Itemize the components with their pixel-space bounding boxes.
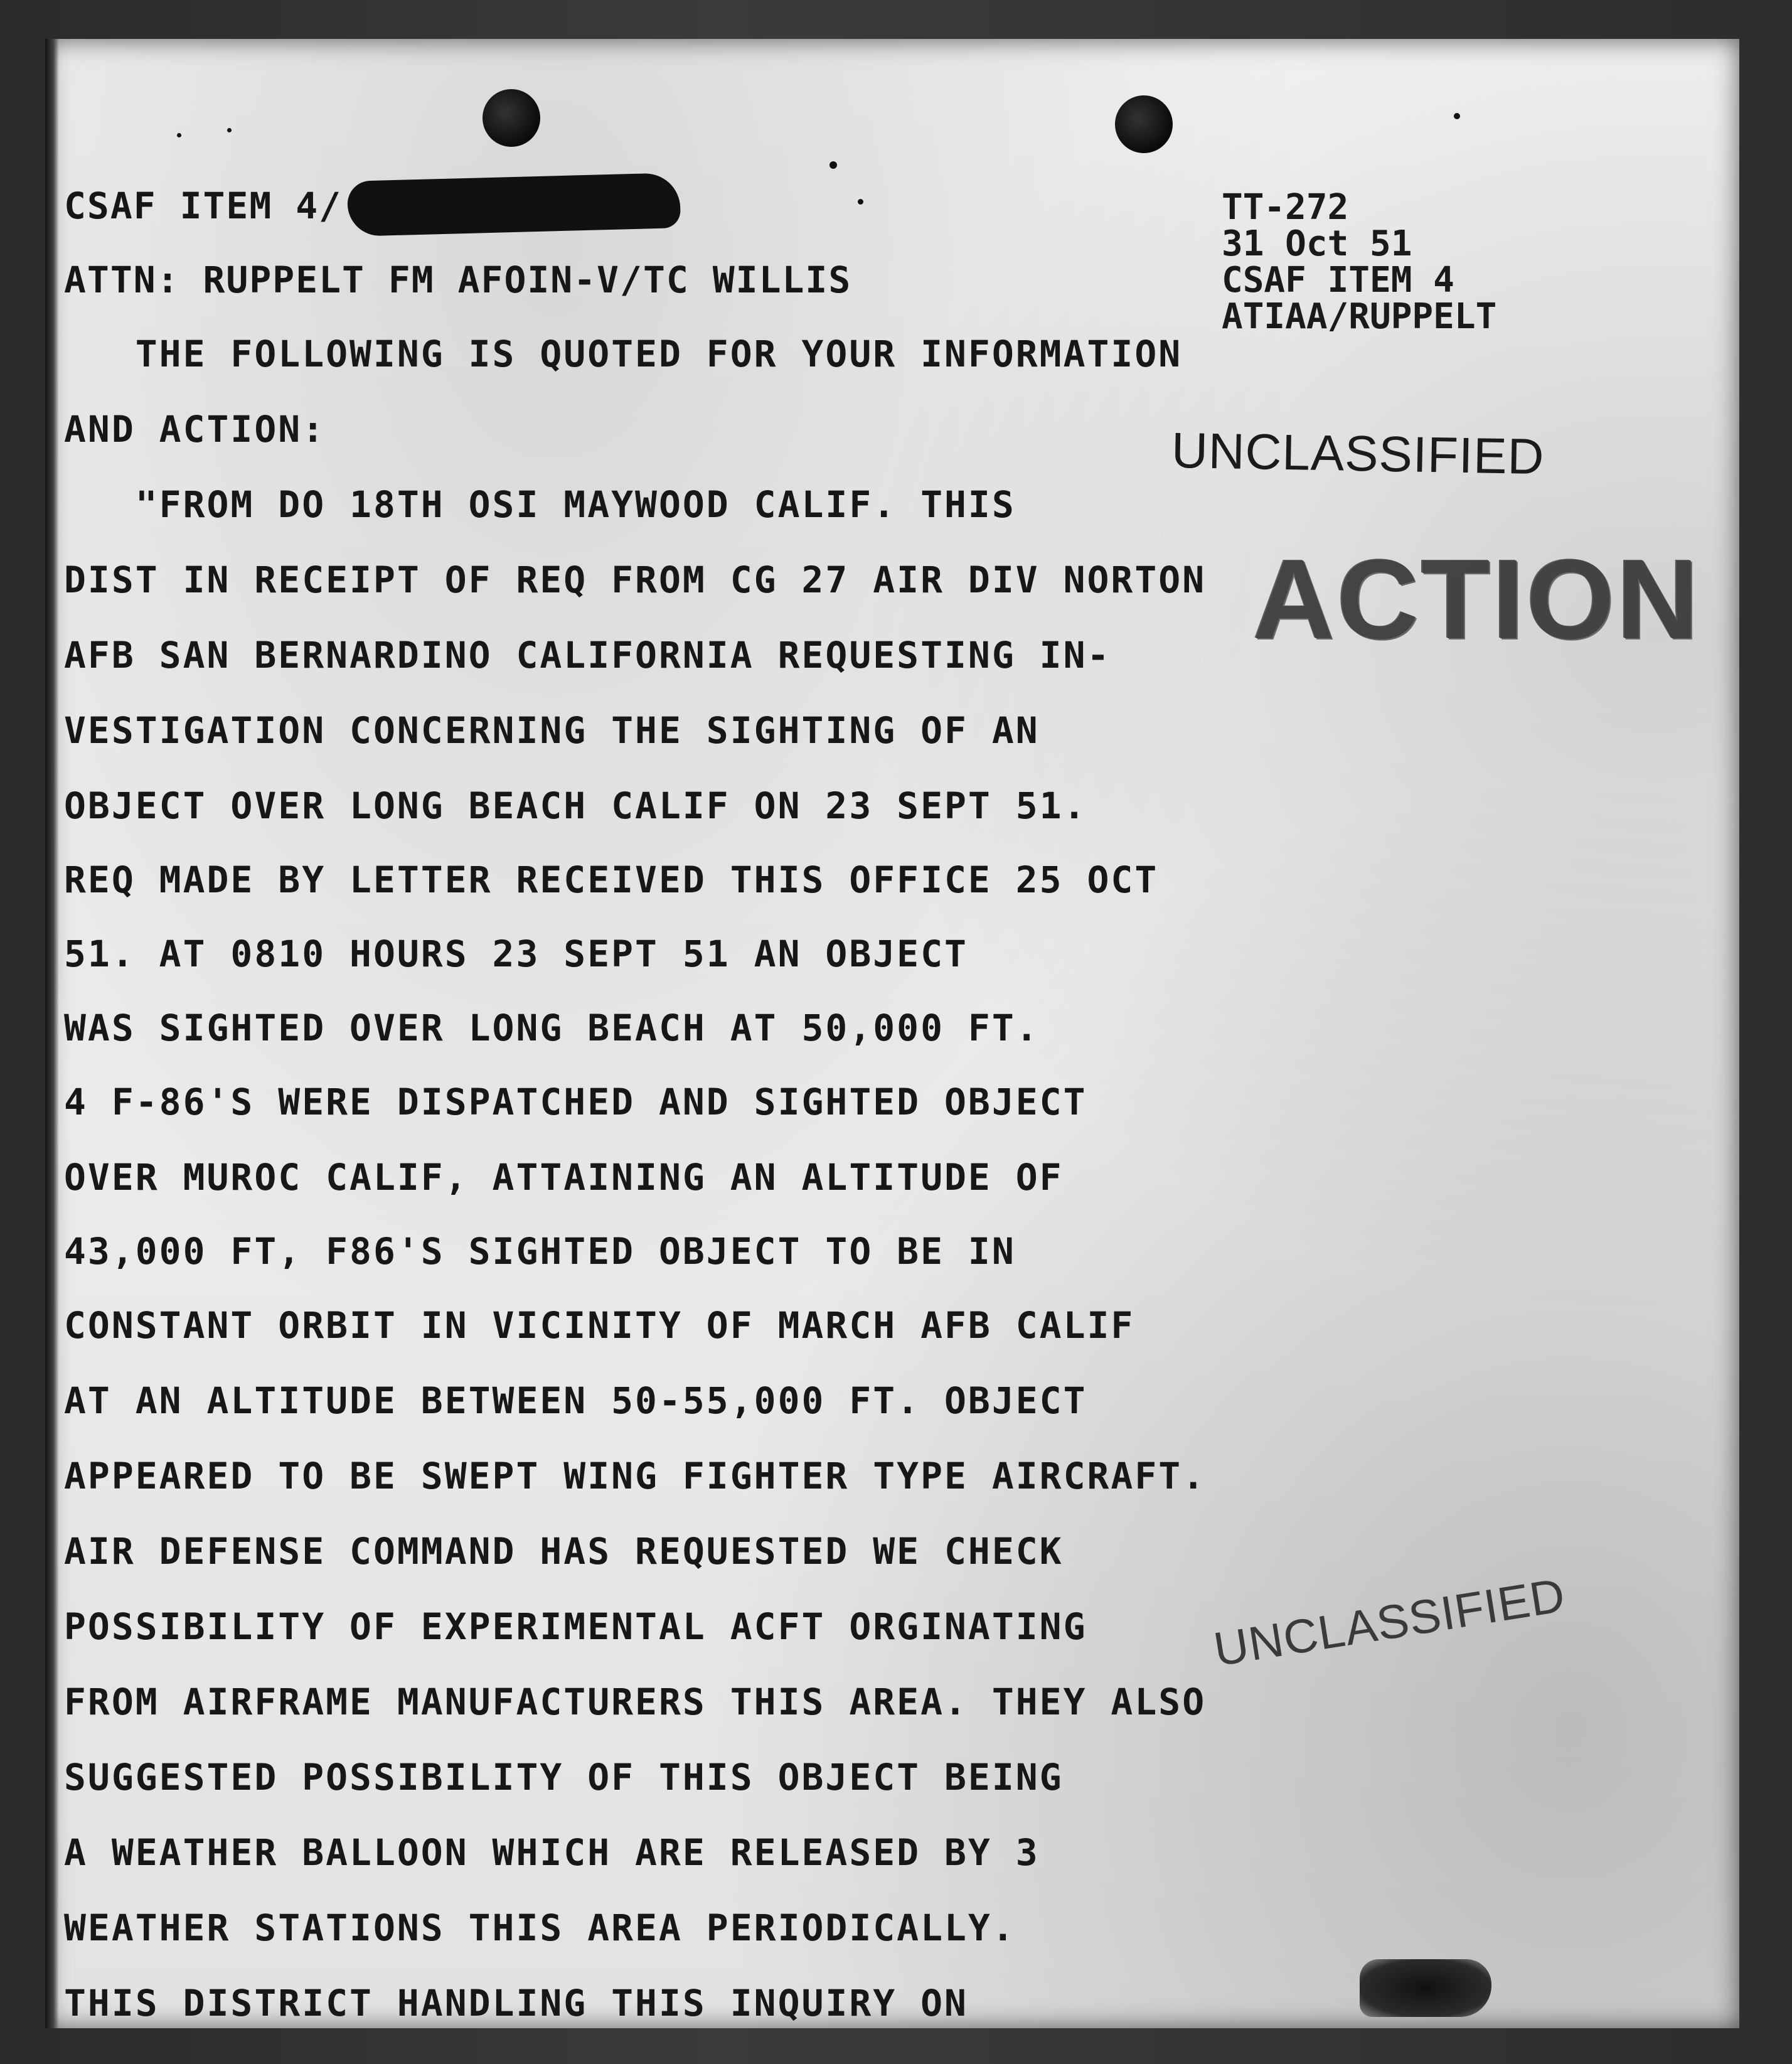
item-reference: CSAF ITEM 4: [1222, 260, 1454, 301]
body-line: A WEATHER BALLOON WHICH ARE RELEASED BY 3: [64, 1831, 1040, 1874]
body-line: 43,000 FT, F86'S SIGHTED OBJECT TO BE IN: [64, 1230, 1016, 1273]
body-line: DIST IN RECEIPT OF REQ FROM CG 27 AIR DIV NORTON: [64, 559, 1207, 601]
body-line: AT AN ALTITUDE BETWEEN 50-55,000 FT. OBJECT: [64, 1379, 1087, 1422]
body-line: THE FOLLOWING IS QUOTED FOR YOUR INFORMATION: [64, 333, 1183, 375]
body-line: 51. AT 0810 HOURS 23 SEPT 51 AN OBJECT: [64, 933, 968, 975]
page-left-edge-shadow: [45, 39, 59, 2028]
csaf-item-label: CSAF ITEM 4/: [64, 184, 343, 227]
body-line: SUGGESTED POSSIBILITY OF THIS OBJECT BEING: [64, 1756, 1064, 1799]
routing-reference: ATIAA/RUPPELT: [1222, 296, 1497, 337]
reference-block: [1222, 187, 1497, 337]
unclassified-stamp-top: UNCLASSIFIED: [1171, 422, 1545, 485]
body-line: AFB SAN BERNARDINO CALIFORNIA REQUESTING IN-: [64, 634, 1111, 676]
body-line: CONSTANT ORBIT IN VICINITY OF MARCH AFB CALIF: [64, 1304, 1135, 1347]
speck: [177, 133, 181, 137]
body-line: APPEARED TO BE SWEPT WING FIGHTER TYPE AIRCRAFT.: [64, 1455, 1207, 1497]
body-line: AND ACTION:: [64, 408, 326, 451]
punch-hole-right: [1115, 95, 1173, 153]
speck: [1454, 113, 1460, 119]
message-date: 31 Oct 51: [1222, 223, 1412, 264]
body-line: REQ MADE BY LETTER RECEIVED THIS OFFICE 25 OCT: [64, 858, 1159, 901]
body-line: POSSIBILITY OF EXPERIMENTAL ACFT ORGINATING: [64, 1605, 1087, 1648]
speck: [829, 161, 837, 169]
body-line: OVER MUROC CALIF, ATTAINING AN ALTITUDE OF: [64, 1156, 1064, 1199]
redaction-mark-bottom: [1360, 1959, 1491, 2017]
body-line: VESTIGATION CONCERNING THE SIGHTING OF AN: [64, 709, 1040, 752]
body-line: 4 F-86'S WERE DISPATCHED AND SIGHTED OBJECT: [64, 1081, 1087, 1123]
body-line: WAS SIGHTED OVER LONG BEACH AT 50,000 FT.: [64, 1007, 1040, 1049]
body-line: THIS DISTRICT HANDLING THIS INQUIRY ON: [64, 1982, 968, 2024]
body-line: OBJECT OVER LONG BEACH CALIF ON 23 SEPT 51.: [64, 784, 1087, 827]
speck: [227, 128, 232, 132]
body-line: FROM AIRFRAME MANUFACTURERS THIS AREA. THEY ALSO: [64, 1681, 1207, 1723]
punch-hole-left: [483, 89, 540, 147]
body-line: AIR DEFENSE COMMAND HAS REQUESTED WE CHECK: [64, 1530, 1064, 1573]
unclassified-stamp-bottom: UNCLASSIFIED: [1210, 1568, 1569, 1677]
teletype-number: TT-272: [1222, 187, 1349, 228]
teletype-page: [45, 39, 1739, 2028]
speck: [858, 199, 863, 205]
body-line: WEATHER STATIONS THIS AREA PERIODICALLY.: [64, 1906, 1016, 1949]
action-stamp: ACTION: [1253, 537, 1701, 663]
attn-line: ATTN: RUPPELT FM AFOIN-V/TC WILLIS: [64, 259, 852, 301]
body-line: "FROM DO 18TH OSI MAYWOOD CALIF. THIS: [64, 483, 1016, 526]
redaction-mark: [347, 173, 681, 237]
